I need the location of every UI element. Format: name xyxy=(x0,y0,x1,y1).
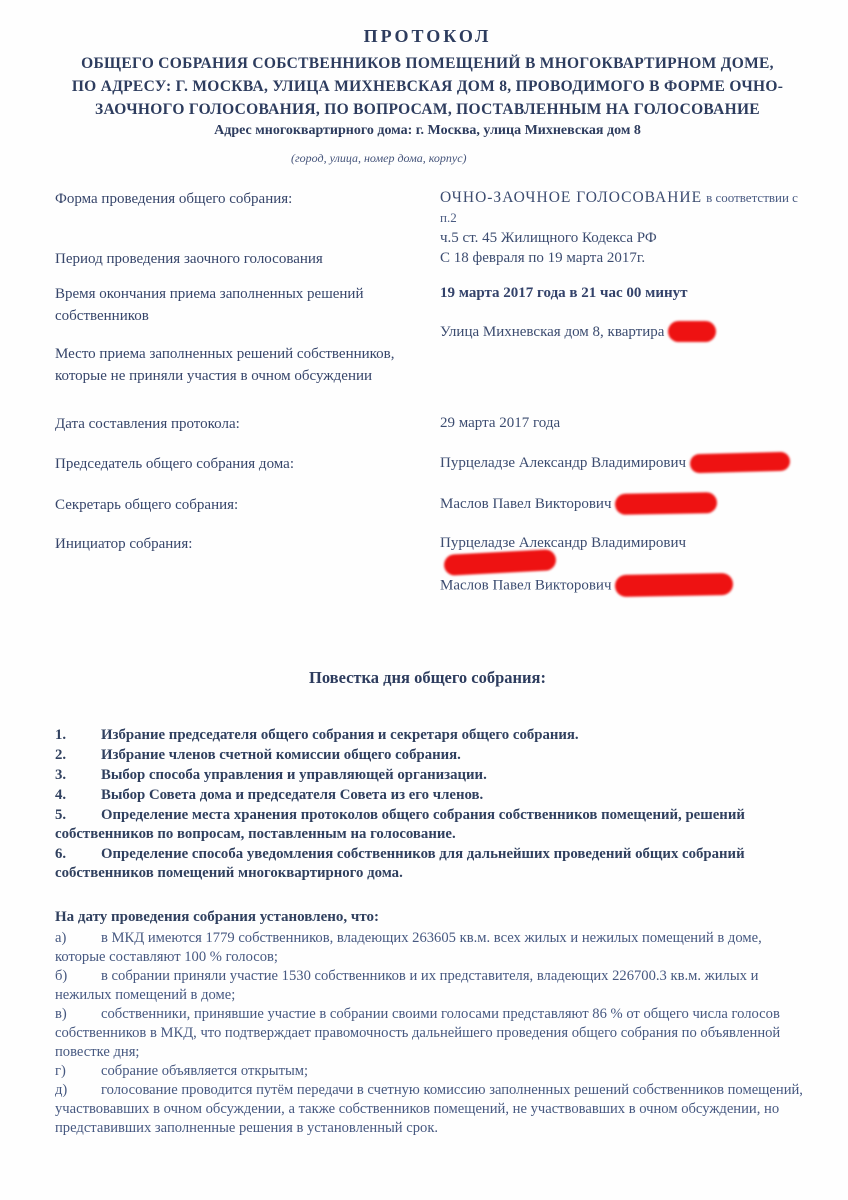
field-label: Председатель общего собрания дома: xyxy=(55,456,294,472)
fact-marker: г) xyxy=(55,1063,66,1080)
field-value xyxy=(440,453,800,473)
field-label: Инициатор собрания: xyxy=(55,536,193,552)
field-value-text: Улица Михневская дом 8, квартира xyxy=(440,324,665,340)
redaction-mark xyxy=(444,549,557,576)
facts-heading: На дату проведения собрания установлено, что: xyxy=(55,909,380,926)
field-label: Место приема заполненных решений собственников, которые не приняли участия в очном обсуждении xyxy=(55,346,395,384)
field-label: Время окончания приема заполненных решений собственников xyxy=(55,286,364,324)
agenda-heading: Повестка дня общего собрания: xyxy=(309,668,546,688)
form-row-chairman xyxy=(55,453,800,475)
redaction-mark xyxy=(690,452,790,474)
field-label: Дата составления протокола: xyxy=(55,416,240,432)
fact-item xyxy=(55,1081,810,1138)
fact-text: в собрании приняли участие 1530 собственников и их представителя, владеющих 226700.3 кв.м. жилых и нежилых помещений в доме; xyxy=(55,968,759,1004)
field-value: 29 марта 2017 года xyxy=(440,415,561,431)
doc-title: ПРОТОКОЛ xyxy=(363,26,492,46)
form-fields xyxy=(55,188,800,598)
agenda-item xyxy=(55,786,805,805)
address-line: Адрес многоквартирного дома: г. Москва, улица Михневская дом 8 xyxy=(214,123,641,138)
field-value: 19 марта 2017 года в 21 час 00 минут xyxy=(440,285,688,301)
form-row-meeting-form xyxy=(55,188,800,248)
agenda-item-number: 6. xyxy=(55,846,67,863)
fact-item xyxy=(55,1062,810,1081)
agenda-item xyxy=(55,726,805,745)
fact-item xyxy=(55,967,810,1005)
agenda-item xyxy=(55,806,805,844)
field-label: Секретарь общего собрания: xyxy=(55,497,239,513)
field-value-tail: в соответствии с п.2 xyxy=(440,190,798,225)
field-value-emphasis: ОЧНО-ЗАОЧНОЕ ГОЛОСОВАНИЕ xyxy=(440,189,703,206)
agenda-item-text: Определение способа уведомления собственников для дальнейших проведений общих собраний собственников помещений многоквартирного дома. xyxy=(55,846,745,882)
agenda-item-number: 5. xyxy=(55,807,67,824)
field-value xyxy=(440,494,800,515)
fact-item xyxy=(55,929,810,967)
field-value-text: Маслов Павел Викторович xyxy=(440,496,612,512)
redaction-mark xyxy=(615,573,733,597)
agenda-item-text: Избрание членов счетной комиссии общего собрания. xyxy=(101,747,461,764)
facts-list xyxy=(55,929,810,1138)
form-row-initiator xyxy=(55,533,800,598)
agenda-item-text: Выбор способа управления и управляющей организации. xyxy=(101,767,487,784)
field-value-line2: ч.5 ст. 45 Жилищного Кодекса РФ xyxy=(440,230,657,246)
form-row-secretary xyxy=(55,494,800,516)
agenda-item xyxy=(55,746,805,765)
form-row-voting-period xyxy=(55,248,800,270)
field-value xyxy=(440,322,800,343)
fact-marker: в) xyxy=(55,1006,67,1023)
agenda-item-text: Избрание председателя общего собрания и секретаря общего собрания. xyxy=(101,727,579,744)
agenda-item-text: Определение места хранения протоколов общего собрания собственников помещений, решений собственников по вопросам, поставленным на голосование. xyxy=(55,807,745,843)
fact-marker: б) xyxy=(55,968,68,985)
agenda-item xyxy=(55,845,805,883)
redaction-mark xyxy=(668,321,716,342)
agenda-item-number: 1. xyxy=(55,727,67,744)
field-value-text: Пурцеладзе Александр Владимирович xyxy=(440,535,687,551)
agenda-item-number: 4. xyxy=(55,787,67,804)
doc-subtitle: ОБЩЕГО СОБРАНИЯ СОБСТВЕННИКОВ ПОМЕЩЕНИЙ В МНОГОКВАРТИРНОМ ДОМЕ, ПО АДРЕСУ: Г. МОСКВА, УЛИЦА МИХНЕВСКАЯ ДОМ 8, ПРОВОДИМОГО В ФОРМЕ ОЧНО-ЗАОЧНОГО ГОЛОСОВАНИЯ, ПО ВОПРОСАМ, ПОСТАВЛЕННЫМ НА ГОЛОСОВАНИЕ xyxy=(71,55,784,118)
fact-text: собственники, принявшие участие в собрании своими голосами представляют 86 % от общего числа голосов собственников в МКД, что подтверждает правомочность дальнейшего проведения общего собрания по объявленной повестке дня; xyxy=(55,1006,781,1061)
agenda-item-text: Выбор Совета дома и председателя Совета из его членов. xyxy=(101,787,484,804)
field-value: С 18 февраля по 19 марта 2017г. xyxy=(440,250,646,266)
fact-text: собрание объявляется открытым; xyxy=(101,1063,309,1080)
field-value xyxy=(440,533,800,598)
agenda-item-number: 2. xyxy=(55,747,67,764)
address-hint: (город, улица, номер дома, корпус) xyxy=(291,151,467,165)
agenda-list xyxy=(55,726,805,883)
field-value-text: Пурцеладзе Александр Владимирович xyxy=(440,455,687,471)
field-value-text: Маслов Павел Викторович xyxy=(440,577,612,594)
redaction-mark xyxy=(615,492,717,515)
fact-text: голосование проводится путём передачи в счетную комиссию заполненных решений собственников помещений, участвовавших в очном обсуждении, а также собственников помещений, не участвовавших в очном обсуждении, но представивших заполненные решения в установленный срок. xyxy=(55,1082,803,1137)
fact-marker: д) xyxy=(55,1082,68,1099)
fact-marker: а) xyxy=(55,930,67,947)
field-label: Период проведения заочного голосования xyxy=(55,251,323,267)
fact-item xyxy=(55,1005,810,1062)
form-row-collection-place xyxy=(55,322,800,387)
field-label: Форма проведения общего собрания: xyxy=(55,191,293,207)
fact-text: в МКД имеются 1779 собственников, владеющих 263605 кв.м. всех жилых и нежилых помещений в доме, которые составляют 100 % голосов; xyxy=(55,930,762,966)
agenda-item-number: 3. xyxy=(55,767,67,784)
agenda-item xyxy=(55,766,805,785)
field-value xyxy=(440,188,800,248)
form-row-protocol-date xyxy=(55,413,800,435)
